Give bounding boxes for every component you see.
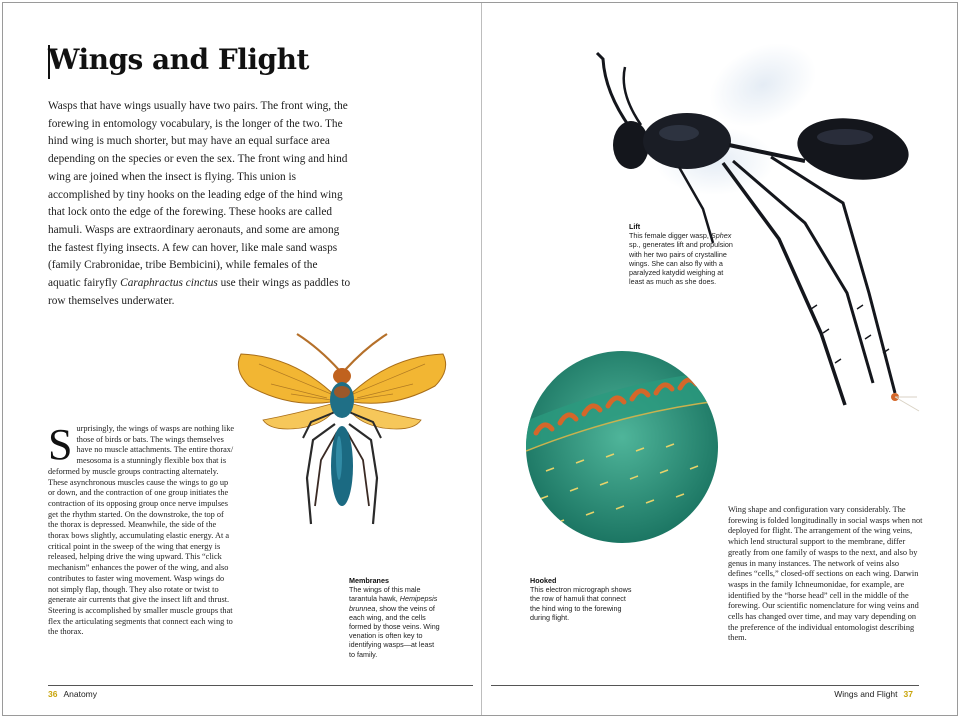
- footer-rule-left: [48, 685, 473, 686]
- intro-species: Caraphractus cinctus: [120, 277, 218, 290]
- caption-hooked: [530, 576, 636, 622]
- caption-lift-title: Lift: [629, 222, 641, 231]
- running-head-left: Anatomy: [63, 689, 98, 699]
- folio-left: [48, 689, 97, 699]
- caption-lift-pre: This female digger wasp,: [629, 231, 709, 241]
- caption-hooked-text: This electron micrograph shows the row of hamuli that connect the hind wing to the forewing during flight.: [530, 585, 632, 622]
- page-gutter: [481, 3, 482, 715]
- drop-cap: S: [48, 420, 73, 469]
- caption-hooked-title: Hooked: [530, 576, 557, 585]
- folio-right: [834, 689, 913, 699]
- tarantula-hawk-illustration: [231, 328, 453, 538]
- hamuli-micrograph: [526, 351, 718, 543]
- page-number-right: 37: [903, 689, 913, 699]
- page-title: Wings and Flight: [48, 43, 309, 76]
- caption-membranes-post: , show the veins of each wing, and the cells formed by those veins. Wing venation is often key to identifying wasps—at least to family.: [349, 603, 440, 659]
- book-spread: [2, 2, 958, 716]
- caption-membranes-pre: The wings of this male tarantula hawk,: [349, 585, 421, 604]
- right-column-text: Wing shape and configuration vary considerably. The forewing is folded longitudinally in social wasps when not deployed for flight. The arrangement of the wing veins, which lend structural support to the membrane, differ greatly from one family of wasps to the next, and also by genus in many instances. The network of veins also defines “cells,” closed-off sections on each wing. Darwin wasps in the family Ichneumonidae, for example, are identified by the “horse head” cell in the middle of the forewing. Our scientific nomenclature for wing veins and cells has changed over time, and may vary depending on the preference of the individual entomologist describing them.: [728, 505, 923, 643]
- running-head-right: Wings and Flight: [834, 689, 898, 699]
- intro-text-2: use their wings as paddles to row themselves underwater.: [48, 277, 351, 307]
- caption-lift: [629, 222, 733, 286]
- caption-membranes: [349, 576, 441, 659]
- caption-lift-post: sp., generates lift and propulsion with her two pairs of crystalline wings. She can also fly with a paralyzed katydid weighing at least as much as she does.: [629, 240, 733, 287]
- left-column-text: [48, 420, 236, 638]
- caption-membranes-title: Membranes: [349, 576, 389, 585]
- caption-membranes-species: Hemipepsis brunnea: [349, 594, 438, 613]
- intro-text-1: Wasps that have wings usually have two pairs. The front wing, the forewing in entomology vocabulary, is the longer of the two. The hind wing is much shorter, but may have an equal surface area depending on the species or even the sex. The front wing and hind wing are joined when the insect is flying. This union is accomplished by tiny hooks on the leading edge of the hind wing that lock onto the edge of the forewing. These hooks are called hamuli. Wasps are extraordinary aeronauts, and some are among the fastest flying insects. A few can hover, like male sand wasps (family Crabronidae, tribe Bembicini), while females of the aquatic fairyfly: [48, 100, 348, 290]
- page-number-left: 36: [48, 689, 58, 699]
- footer-rule-right: [491, 685, 919, 686]
- caption-lift-species: Sphex: [710, 231, 732, 241]
- left-column-body: urprisingly, the wings of wasps are nothing like those of birds or bats. The wings themselves have no muscle attachments. The entire thorax/ mesosoma is a stunningly flexible box that is deformed by muscle groups contracting alternately. These asynchronous muscles cause the wings to go up or down, and the contraction of one group initiates the contraction of its opposing group once nerve impulses get the rhythm started. On the downstroke, the top of the thorax is depressed. Meanwhile, the side of the thorax bows slightly, accumulating elastic energy. At a critical point in the sweep of the wing that energy is released, helping drive the wing upward. This “click mechanism” enhances the power of the wing, and also contributes to faster wing movement. Wasp wings do not simply flap, though. They also rotate or twist to generate air currents that give the insect lift and thrust. Steering is accomplished by smaller muscle groups that flex the articulating segments that connect each wing to the thorax.: [48, 424, 235, 637]
- intro-paragraph: [48, 98, 351, 310]
